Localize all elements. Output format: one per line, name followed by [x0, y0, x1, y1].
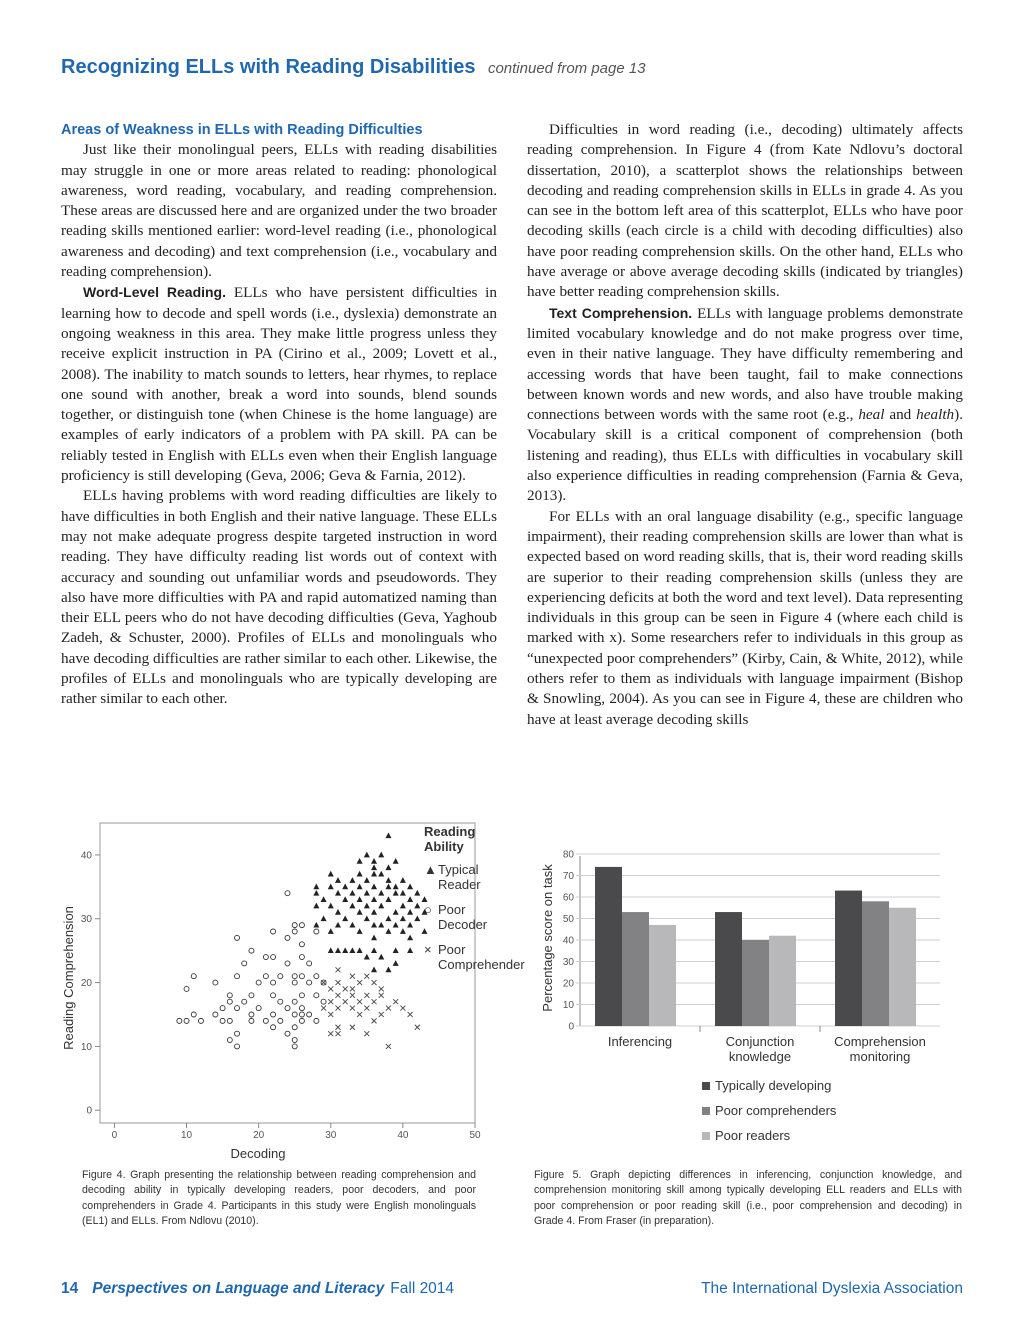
figure-5 — [530, 838, 970, 1168]
poor-decoder-point — [242, 999, 247, 1004]
poor-decoder-point — [285, 1031, 290, 1036]
poor-comprehender-point — [393, 999, 398, 1004]
poor-comprehender-point — [328, 986, 333, 991]
typical-reader-point — [313, 922, 319, 928]
typical-reader-point — [385, 877, 391, 883]
y-axis-label: Percentage score on task — [540, 864, 555, 1012]
typical-reader-point — [357, 928, 363, 934]
poor-comprehender-point — [364, 993, 369, 998]
poor-decoder-point — [235, 974, 240, 979]
poor-comprehender-point — [350, 1006, 355, 1011]
bar — [769, 936, 796, 1026]
typical-reader-point — [393, 909, 399, 915]
poor-comprehender-point — [350, 993, 355, 998]
poor-decoder-point — [227, 1038, 232, 1043]
poor-decoder-point — [314, 993, 319, 998]
poor-comprehender-point — [386, 1044, 391, 1049]
legend-swatch — [702, 1082, 710, 1090]
typical-reader-point — [364, 890, 370, 896]
typical-reader-point — [321, 896, 327, 902]
paragraph-text: ). Vocabulary skill is a critical component of comprehension (both listening and reading), thus ELLs with difficulties in vocabulary skill also experience difficulties in reading comprehension (Farnia & Geva, 2013). — [527, 406, 963, 505]
poor-decoder-point — [249, 1018, 254, 1023]
poor-decoder-point — [292, 929, 297, 934]
typical-reader-point — [414, 890, 420, 896]
poor-decoder-point — [271, 980, 276, 985]
poor-decoder-point — [278, 1018, 283, 1023]
journal-title: Perspectives on Language and Literacy — [92, 1280, 385, 1297]
poor-comprehender-point — [415, 1025, 420, 1030]
poor-comprehender-point — [350, 974, 355, 979]
poor-comprehender-point — [343, 999, 348, 1004]
typical-reader-point — [357, 884, 363, 890]
typical-reader-point — [364, 903, 370, 909]
poor-decoder-point — [285, 1006, 290, 1011]
continued-note: continued from page 13 — [487, 60, 646, 77]
paragraph: For ELLs with an oral language disability (e.g., specific language impairment), their reading comprehension skills are lower than what is expected based on word reading skills, that is, their word reading skills are superior to their reading comprehension skills (unless they are experiencing deficits at both the word and text level). Data representing individuals in this group can be seen in Figure 4 (where each child is marked with x). Some researchers refer to individuals in this group as “unexpected poor comprehenders” (Kirby, Cain, & White, 2012), while others refer to them as individuals with language impairment (Bishop & Snowling, 2004). As you can see in Figure 4, these are children who have at least average decoding skills — [527, 507, 963, 728]
poor-decoder-point — [235, 1006, 240, 1011]
typical-reader-point — [313, 890, 319, 896]
poor-comprehender-point — [372, 1018, 377, 1023]
left-column — [61, 120, 497, 710]
typical-reader-point — [328, 903, 334, 909]
poor-decoder-point — [292, 999, 297, 1004]
typical-reader-point — [364, 915, 370, 921]
poor-decoder-point — [292, 1025, 297, 1030]
category-label: monitoring — [849, 1049, 911, 1064]
poor-decoder-point — [220, 1006, 225, 1011]
emphasis: heal — [858, 406, 885, 424]
bar — [595, 867, 622, 1026]
poor-decoder-point — [191, 1012, 196, 1017]
typical-reader-point — [342, 884, 348, 890]
y-tick-label: 20 — [80, 978, 92, 990]
poor-decoder-point — [299, 993, 304, 998]
typical-reader-point — [385, 896, 391, 902]
typical-reader-point — [321, 915, 327, 921]
poor-decoder-point — [271, 1012, 276, 1017]
typical-reader-point — [400, 877, 406, 883]
figure-4-caption: Figure 4. Graph presenting the relationship between reading comprehension and decoding ability in typically developing readers, poor decoders, and poor comprehenders in Grade 4. Participants in this study were English monolinguals (EL1) and ELLs. From Ndlovu (2010). — [82, 1169, 476, 1227]
poor-decoder-point — [314, 974, 319, 979]
poor-decoder-point — [198, 1018, 203, 1023]
poor-comprehender-point — [364, 1031, 369, 1036]
y-tick-label: 30 — [80, 914, 92, 926]
article-title: Recognizing ELLs with Reading Disabilities — [61, 56, 476, 78]
legend-entry — [424, 862, 539, 892]
poor-decoder-point — [278, 999, 283, 1004]
typical-reader-point — [349, 890, 355, 896]
poor-decoder-point — [213, 1012, 218, 1017]
bar — [622, 912, 649, 1026]
poor-comprehender-point — [321, 1006, 326, 1011]
typical-reader-point — [335, 877, 341, 883]
poor-decoder-point — [299, 974, 304, 979]
typical-reader-point — [313, 884, 319, 890]
typical-reader-point — [393, 858, 399, 864]
typical-reader-point — [407, 896, 413, 902]
typical-reader-point — [371, 909, 377, 915]
bar — [889, 908, 916, 1026]
paragraph — [61, 282, 497, 486]
typical-reader-point — [371, 884, 377, 890]
poor-decoder-point — [227, 999, 232, 1004]
typical-reader-point — [328, 947, 334, 953]
section-heading: Areas of Weakness in ELLs with Reading Difficulties — [61, 122, 423, 138]
run-in-heading: Text Comprehension. — [549, 304, 693, 321]
typical-reader-point — [385, 884, 391, 890]
legend-label: Poor readers — [715, 1128, 791, 1143]
bar — [715, 912, 742, 1026]
typical-reader-point — [328, 884, 334, 890]
poor-decoder-point — [321, 999, 326, 1004]
poor-decoder-point — [235, 1044, 240, 1049]
poor-decoder-point — [227, 1018, 232, 1023]
paragraph — [527, 303, 963, 507]
poor-decoder-point — [299, 1006, 304, 1011]
bar — [835, 891, 862, 1026]
poor-decoder-point — [235, 935, 240, 940]
legend-swatch — [702, 1132, 710, 1140]
typical-reader-point — [393, 960, 399, 966]
typical-reader-point — [357, 896, 363, 902]
typical-reader-point — [342, 915, 348, 921]
typical-reader-point — [385, 915, 391, 921]
poor-comprehender-point — [364, 1006, 369, 1011]
poor-decoder-point — [285, 935, 290, 940]
y-tick-label: 40 — [562, 935, 574, 947]
poor-comprehender-point — [335, 967, 340, 972]
poor-decoder-point — [263, 1018, 268, 1023]
poor-decoder-point — [249, 948, 254, 953]
typical-reader-point — [335, 890, 341, 896]
figure-4 — [58, 818, 533, 1168]
x-mark-icon: × — [424, 942, 432, 957]
paragraph: Just like their monolingual peers, ELLs with reading disabilities may struggle in one or more areas related to reading: phonological awareness, word reading, vocabulary, and reading comprehension. These areas are discussed here and are organized under the two broader reading skills mentioned earlier: word-level reading (i.e., phonological awareness and decoding) and text comprehension (i.e., vocabulary and reading comprehension). — [61, 141, 497, 281]
poor-decoder-point — [271, 955, 276, 960]
typical-reader-point — [349, 947, 355, 953]
typical-reader-point — [357, 871, 363, 877]
y-tick-label: 10 — [562, 1000, 574, 1011]
poor-comprehender-point — [408, 1012, 413, 1017]
poor-comprehender-point — [357, 980, 362, 985]
typical-reader-point — [378, 903, 384, 909]
run-in-heading: Word-Level Reading. — [83, 284, 226, 301]
typical-reader-point — [371, 858, 377, 864]
poor-decoder-point — [271, 1025, 276, 1030]
poor-decoder-point — [235, 1031, 240, 1036]
paragraph-text: and — [884, 406, 917, 424]
poor-decoder-point — [256, 1006, 261, 1011]
typical-reader-point — [349, 922, 355, 928]
typical-reader-point — [371, 947, 377, 953]
bar — [649, 925, 676, 1026]
category-label: Comprehension — [834, 1034, 926, 1049]
poor-decoder-point — [292, 923, 297, 928]
poor-comprehender-point — [400, 1006, 405, 1011]
x-tick-label: 30 — [325, 1130, 337, 1141]
poor-comprehender-point — [379, 986, 384, 991]
y-tick-label: 20 — [562, 978, 574, 990]
typical-reader-point — [349, 877, 355, 883]
poor-comprehender-point — [379, 1012, 384, 1017]
typical-reader-point — [364, 954, 370, 960]
paragraph: ELLs having problems with word reading difficulties are likely to have difficulties in both English and their native language. These ELLs may not make adequate progress despite targeted instruction in word reading. They have difficulty reading list words out of context with accuracy and sounding out unfamiliar words and pseudowords. They also have more difficulties with PA and rapid automatized naming than their ELL peers who do not have decoding difficulties (Geva, Yaghoub Zadeh, & Schuster, 2000). Profiles of ELLs and monolinguals who have decoding difficulties are rather similar to each other. Likewise, the profiles of ELLs and monolinguals who are typically developing are rather similar to each other. — [61, 487, 497, 708]
legend-label: Poor comprehenders — [715, 1103, 837, 1118]
x-tick-label: 10 — [180, 1130, 193, 1141]
poor-decoder-point — [292, 1044, 297, 1049]
poor-decoder-point — [249, 1012, 254, 1017]
typical-reader-point — [371, 967, 377, 973]
x-tick-label: 0 — [111, 1130, 118, 1141]
y-tick-label: 0 — [568, 1021, 574, 1033]
poor-comprehender-point — [335, 993, 340, 998]
poor-comprehender-point — [357, 1012, 362, 1017]
typical-reader-point — [407, 922, 413, 928]
poor-decoder-point — [263, 955, 268, 960]
poor-comprehender-point — [321, 980, 326, 985]
y-tick-label: 60 — [562, 892, 574, 904]
poor-decoder-point — [307, 1012, 312, 1017]
typical-reader-point — [328, 928, 334, 934]
poor-decoder-point — [213, 980, 218, 985]
typical-reader-point — [414, 903, 420, 909]
typical-reader-point — [400, 915, 406, 921]
footer-left — [61, 1280, 454, 1298]
poor-comprehender-point — [335, 1031, 340, 1036]
category-label: knowledge — [728, 1049, 792, 1064]
typical-reader-point — [400, 890, 406, 896]
typical-reader-point — [313, 903, 319, 909]
association-name: The International Dyslexia Association — [701, 1280, 963, 1297]
paragraph-text: ELLs with language problems demonstrate limited vocabulary knowledge and do not make progress over time, even in their native language. They have difficulty remembering and accessing words that have been taught, fail to make connections between known words and new words, and also have trouble making connections between words with the same root (e.g., — [527, 304, 964, 424]
typical-reader-point — [378, 954, 384, 960]
poor-comprehender-point — [372, 999, 377, 1004]
poor-decoder-point — [242, 961, 247, 966]
poor-decoder-point — [314, 1018, 319, 1023]
typical-reader-point — [349, 903, 355, 909]
scatter-legend — [424, 824, 539, 972]
typical-reader-point — [357, 947, 363, 953]
poor-decoder-point — [227, 993, 232, 998]
typical-reader-point — [371, 922, 377, 928]
poor-comprehender-point — [328, 1031, 333, 1036]
poor-decoder-point — [177, 1018, 182, 1023]
typical-reader-point — [407, 884, 413, 890]
category-label: Inferencing — [607, 1034, 673, 1049]
poor-comprehender-point — [386, 1006, 391, 1011]
poor-decoder-point — [271, 993, 276, 998]
poor-decoder-point — [191, 974, 196, 979]
typical-reader-point — [385, 832, 391, 838]
poor-comprehender-point — [357, 999, 362, 1004]
typical-reader-point — [407, 947, 413, 953]
typical-reader-point — [378, 890, 384, 896]
paragraph-text: ELLs who have persistent difficulties in learning how to decode and spell words (i.e., dyslexia) demonstrate an ongoing weakness in this area. They make little progress unless they receive explicit instruction in PA (Cirino et al., 2009; Lovett et al., 2008). The inability to match sounds to letters, hear rhymes, to replace one sound with another, break a word into sounds, blend sounds together, or distinguish tone (when Chinese is the home language) are examples of early indicators of a problem with PA skill. PA can be reliably tested in English with ELLs even when their English language proficiency is still developing (Geva, 2006; Geva & Farnia, 2012). — [61, 284, 497, 485]
poor-decoder-point — [299, 1018, 304, 1023]
typical-reader-point — [393, 890, 399, 896]
legend-label: Poor Comprehender — [438, 942, 525, 972]
paragraph: Difficulties in word reading (i.e., decoding) ultimately affects reading comprehension. In Figure 4 (from Kate Ndlovu’s doctoral dissertation, 2010), a scatterplot shows the relationships between decoding and reading comprehension skills in ELLs in grade 4. As you can see in the bottom left area of this scatterplot, ELLs who have poor decoding skills (each circle is a child with decoding difficulties) also have poor reading comprehension skills. On the other hand, ELLs who have average or above average decoding skills (indicated by triangles) have better reading comprehension skills. — [527, 121, 963, 301]
legend-label: Typically developing — [715, 1078, 832, 1093]
y-tick-label: 50 — [562, 914, 574, 925]
y-tick-label: 30 — [562, 957, 574, 968]
typical-reader-point — [342, 947, 348, 953]
poor-comprehender-point — [364, 974, 369, 979]
legend-entry — [424, 942, 539, 972]
typical-reader-point — [335, 947, 341, 953]
typical-reader-point — [371, 896, 377, 902]
typical-reader-point — [407, 935, 413, 941]
typical-reader-point — [400, 928, 406, 934]
footer-right — [701, 1280, 963, 1298]
poor-comprehender-point — [350, 986, 355, 991]
poor-decoder-point — [184, 1018, 189, 1023]
typical-reader-point — [385, 967, 391, 973]
typical-reader-point — [414, 915, 420, 921]
bar — [862, 901, 889, 1026]
typical-reader-point — [342, 896, 348, 902]
legend-swatch — [702, 1107, 710, 1115]
typical-reader-point — [335, 909, 341, 915]
poor-decoder-point — [299, 942, 304, 947]
typical-reader-point — [393, 884, 399, 890]
typical-reader-point — [378, 871, 384, 877]
poor-comprehender-point — [335, 1006, 340, 1011]
page-number: 14 — [61, 1280, 79, 1297]
typical-reader-point — [400, 903, 406, 909]
poor-comprehender-point — [372, 980, 377, 985]
poor-comprehender-point — [379, 993, 384, 998]
poor-decoder-point — [278, 974, 283, 979]
typical-reader-point — [357, 909, 363, 915]
x-tick-label: 20 — [253, 1130, 265, 1141]
poor-decoder-point — [220, 1018, 225, 1023]
typical-reader-point — [378, 852, 384, 858]
issue-season: Fall 2014 — [390, 1280, 455, 1297]
poor-decoder-point — [292, 1038, 297, 1043]
y-tick-label: 0 — [86, 1105, 92, 1117]
poor-decoder-point — [307, 980, 312, 985]
triangle-icon: ▲ — [424, 862, 437, 877]
y-tick-label: 70 — [562, 871, 574, 882]
y-tick-label: 40 — [80, 850, 92, 862]
poor-comprehender-point — [343, 986, 348, 991]
poor-comprehender-point — [328, 999, 333, 1004]
poor-decoder-point — [249, 993, 254, 998]
poor-decoder-point — [263, 974, 268, 979]
right-column — [527, 120, 963, 730]
poor-decoder-point — [299, 923, 304, 928]
category-label: Conjunction — [725, 1034, 795, 1049]
poor-decoder-point — [292, 980, 297, 985]
typical-reader-point — [393, 922, 399, 928]
typical-reader-point — [407, 909, 413, 915]
legend-label: Poor Decoder — [438, 902, 488, 932]
poor-decoder-point — [271, 929, 276, 934]
poor-decoder-point — [314, 929, 319, 934]
poor-comprehender-point — [350, 1025, 355, 1030]
poor-decoder-point — [292, 1012, 297, 1017]
poor-decoder-point — [299, 1012, 304, 1017]
x-tick-label: 40 — [397, 1130, 409, 1141]
poor-decoder-point — [299, 955, 304, 960]
typical-reader-point — [393, 947, 399, 953]
legend-label: Typical Reader — [438, 862, 481, 892]
y-tick-label: 10 — [80, 1041, 92, 1053]
figure-5-caption: Figure 5. Graph depicting differences in inferencing, conjunction knowledge, and comprehension monitoring skill among typically developing ELL readers and ELLs with poor comprehension or poor reading skill (i.e., poor comprehension and decoding) in Grade 4. From Fraser (in preparation). — [534, 1169, 962, 1227]
typical-reader-point — [385, 928, 391, 934]
poor-comprehender-point — [335, 1025, 340, 1030]
typical-reader-point — [328, 871, 334, 877]
typical-reader-point — [378, 922, 384, 928]
poor-decoder-point — [285, 891, 290, 896]
typical-reader-point — [385, 864, 391, 870]
typical-reader-point — [371, 935, 377, 941]
x-tick-label: 50 — [469, 1130, 481, 1141]
poor-decoder-point — [256, 980, 261, 985]
bar-chart — [530, 838, 970, 1163]
page-header — [61, 56, 646, 79]
poor-comprehender-point — [328, 1012, 333, 1017]
y-axis-label: Reading Comprehension — [61, 906, 76, 1050]
poor-comprehender-point — [335, 980, 340, 985]
typical-reader-point — [335, 922, 341, 928]
legend-entry — [424, 902, 539, 932]
typical-reader-point — [371, 864, 377, 870]
bar — [742, 940, 769, 1026]
typical-reader-point — [364, 877, 370, 883]
typical-reader-point — [371, 871, 377, 877]
typical-reader-point — [364, 852, 370, 858]
poor-decoder-point — [184, 986, 189, 991]
poor-decoder-point — [292, 974, 297, 979]
circle-icon: ○ — [424, 902, 432, 917]
poor-decoder-point — [307, 961, 312, 966]
poor-decoder-point — [285, 961, 290, 966]
legend-title: Reading Ability — [424, 824, 476, 854]
y-tick-label: 80 — [562, 849, 574, 861]
typical-reader-point — [357, 858, 363, 864]
emphasis: health — [916, 406, 955, 424]
x-axis-label: Decoding — [230, 1146, 286, 1161]
plot-frame — [100, 823, 475, 1123]
